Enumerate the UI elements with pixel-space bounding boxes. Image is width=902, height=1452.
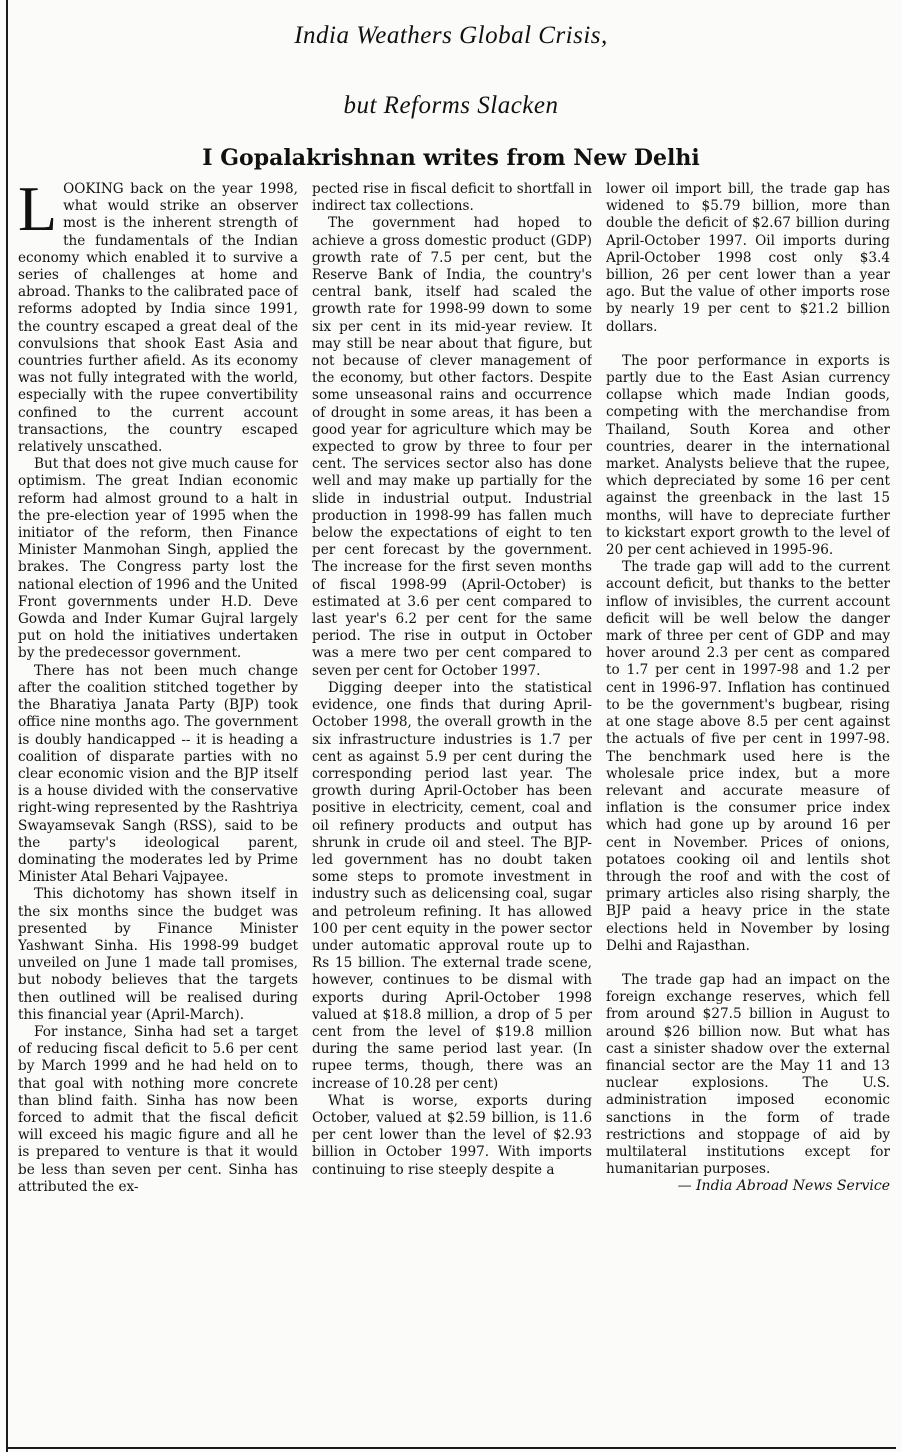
paragraph: What is worse, exports during October, valued at $2.59 billion, is 11.6 per cent lower than the level of $2.93 billion in October 1997. With imports continuing to rise steeply despite a: [312, 1092, 592, 1178]
paragraph: But that does not give much cause for optimism. The great Indian economic reform had almost ground to a halt in the pre-election year of 1995 when the initiator of the reform, then Finance Minister Manmohan Singh, applied the brakes. The Congress party lost the national election of 1996 and the United Front governments under H.D. Deve Gowda and Inder Kumar Gujral largely put on hold the initiatives undertaken by the predecessor government.: [18, 456, 298, 662]
news-service-credit: — India Abroad News Service: [677, 1178, 890, 1195]
left-border-rule: [6, 0, 8, 1452]
paragraph: lower oil import bill, the trade gap has widened to $5.79 billion, more than double the deficit of $2.67 billion during April-October 1997. Oil imports during April-October 1998 cost only $3.4 billion, 26 per cent lower than a year ago. But the value of other imports rose by nearly 19 per cent to $21.2 billion dollars.: [606, 181, 890, 335]
paragraph: The trade gap had an impact on the foreign exchange reserves, which fell from around $27.5 billion in August to around $26 billion now. But what has cast a sinister shadow over the external financial sector are the May 11 and 13 nuclear explosions. The U.S. administration imposed economic sanctions in the form of trade restrictions and stoppage of aid by multilateral institutions except for humanitarian purposes.: [606, 971, 890, 1178]
headline-line-1: India Weathers Global Crisis,: [294, 22, 608, 49]
article-column-1: [18, 181, 298, 1441]
paragraph: Digging deeper into the statistical evidence, one finds that during April-October 1998, the overall growth in the six infrastructure industries is 1.7 per cent as against 5.9 per cent during the corresponding period last year. The growth during April-October has been positive in electricity, cement, coal and oil refinery products and output has shrunk in crude oil and steel. The BJP-led government has no doubt taken some steps to promote investment in industry such as delicensing coal, sugar and petroleum refining. It has allowed 100 per cent equity in the power sector under automatic approval route up to Rs 15 billion. The external trade scene, however, continues to be dismal with exports during April-October 1998 valued at $18.8 million, a drop of 5 per cent from the level of $19.8 million during the same period last year. (In rupee terms, though, there was an increase of 10.28 per cent): [312, 679, 592, 1092]
article-column-2: [312, 181, 592, 1441]
headline-line-2: but Reforms Slacken: [343, 92, 559, 119]
paragraph: The trade gap will add to the current account deficit, but thanks to the better inflow of invisibles, the current account deficit will be well below the danger mark of three per cent of GDP and may hover around 2.3 per cent as compared to 1.7 per cent in 1997-98 and 1.2 per cent in 1996-97. Inflation has continued to be the government's bugbear, rising at one stage above 8.5 per cent against the actuals of five per cent in 1997-98. The benchmark used here is the wholesale price index, but a more relevant and accurate measure of inflation is the consumer price index which had gone up by around 16 per cent in November. Prices of onions, potatoes cooking oil and lentils shot through the roof and with the cost of primary articles also rising sharply, the BJP paid a heavy price in the state elections held in November by losing Delhi and Rajasthan.: [606, 559, 890, 954]
paragraph-text: OOKING back on the year 1998, what would strike an observer most is the inherent strength of the fundamentals of the Indian economy which enabled it to survive a series of challenges at home and abroad. Thanks to the calibrated pace of reforms adopted by India since 1991, the country escaped a great deal of the convulsions that shook East Asia and countries further afield. As its economy was not fully integrated with the world, especially with the rupee convertibility confined to the current account transactions, the country escaped relatively unscathed.: [18, 181, 298, 456]
paragraph: [18, 181, 298, 456]
paragraph: For instance, Sinha had set a target of reducing fiscal deficit to 5.6 per cent by March 1999 and he had held on to that goal with nothing more concrete than blind faith. Sinha has now been forced to admit that the fiscal deficit will exceed his magic figure and all he is prepared to venture is that it would be less than seven per cent. Sinha has attributed the ex-: [18, 1023, 298, 1195]
paragraph: This dichotomy has shown itself in the six months since the budget was presented by Finance Minister Yashwant Sinha. His 1998-99 budget unveiled on June 1 made tall promises, but nobody believes that the targets then outlined will be realised during this financial year (April-March).: [18, 886, 298, 1023]
drop-cap: L: [18, 181, 58, 244]
paragraph: The government had hoped to achieve a gross domestic product (GDP) growth rate of 7.5 per cent, but the Reserve Bank of India, the country's central bank, itself had scaled the growth rate for 1998-99 down to some six per cent in its mid-year review. It may still be near about that figure, but not because of clever management of the economy, but other factors. Despite some unseasonal rains and occurrence of drought in some areas, it has been a good year for agriculture which may be expected to grow by three to four per cent. The services sector also has done well and may make up partially for the slide in industrial output. Industrial production in 1998-99 has fallen much below the expectations of eight to ten per cent forecast by the government. The increase for the first seven months of fiscal 1998-99 (April-October) is estimated at 3.6 per cent compared to last year's 6.2 per cent for the same period. The rise in output in October was a mere two per cent compared to seven per cent for October 1997.: [312, 215, 592, 679]
bottom-border-rule: [6, 1447, 896, 1449]
paragraph: pected rise in fiscal deficit to shortfall in indirect tax collections.: [312, 181, 592, 215]
article-column-3: [606, 181, 890, 1441]
paragraph: The poor performance in exports is partly due to the East Asian currency collapse which made Indian goods, competing with the merchandise from Thailand, South Korea and other countries, dearer in the international market. Analysts believe that the rupee, which depreciated by some 16 per cent against the greenback in the last 15 months, will have to depreciate further to kickstart export growth to the level of 20 per cent achieved in 1995-96.: [606, 352, 890, 559]
byline: I Gopalakrishnan writes from New Delhi: [202, 145, 700, 171]
paragraph: There has not been much change after the coalition stitched together by the Bharatiya Janata Party (BJP) took office nine months ago. The government is doubly handicapped -- it is heading a coalition of disparate parties with no clear economic vision and the BJP itself is a house divided with the conservative right-wing represented by the Rashtriya Swayamsevak Sangh (RSS), said to be the party's ideological parent, dominating the moderates led by Prime Minister Atal Behari Vajpayee.: [18, 662, 298, 886]
